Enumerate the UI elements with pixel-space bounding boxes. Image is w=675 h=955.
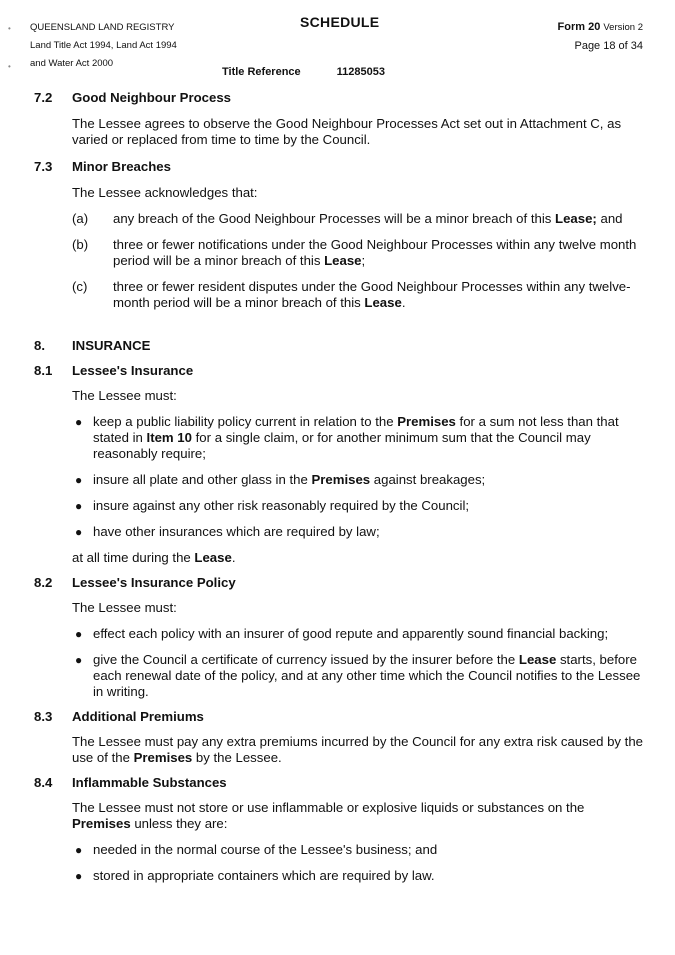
paragraph-text: The Lessee must pay any extra premiums incurred by the Council for any extra risk caused by the use of the	[72, 734, 643, 765]
form-label: Form 20	[557, 21, 601, 33]
list-text: .	[401, 295, 406, 310]
section-heading	[34, 159, 646, 175]
paragraph-text: .	[231, 550, 236, 565]
acts-line-1: Land Title Act 1994, Land Act 1994	[30, 40, 177, 51]
bullet-text: starts, before each renewal date of the policy, and at any other time which the Council notifies to the Lessee in writing.	[93, 652, 641, 699]
bullet-text: for a single claim, or for another minimum sum that the Council may reasonably require;	[93, 430, 591, 461]
section-title: Lessee's Insurance	[72, 363, 194, 378]
scan-mark: •	[8, 62, 11, 71]
bullet-icon: ●	[75, 499, 83, 513]
defined-term: Lease	[194, 550, 232, 565]
list-text: and	[596, 211, 623, 226]
section-number: 8.4	[34, 775, 53, 790]
bullet-text: needed in the normal course of the Lessee's business; and	[93, 842, 438, 857]
list-text: three or fewer notifications under the Good Neighbour Processes within any twelve month period will be a minor breach of this	[113, 237, 637, 268]
bullet-icon: ●	[75, 869, 83, 883]
title-reference	[222, 66, 385, 78]
defined-term: Item 10	[146, 430, 192, 445]
bullet-text: insure all plate and other glass in the	[93, 472, 312, 487]
acts-line-2: and Water Act 2000	[30, 58, 114, 69]
document-body	[34, 90, 646, 884]
section-number: 8.3	[34, 709, 53, 724]
paragraph	[34, 734, 646, 766]
title-reference-label: Title Reference	[222, 66, 301, 78]
section-title: Lessee's Insurance Policy	[72, 575, 236, 590]
bullet-text: against breakages;	[370, 472, 486, 487]
list-text: any breach of the Good Neighbour Processes will be a minor breach of this	[113, 211, 556, 226]
bullet-icon: ●	[75, 415, 83, 429]
list-label: (b)	[72, 237, 89, 252]
list-label: (c)	[72, 279, 88, 294]
schedule-title: SCHEDULE	[300, 14, 380, 30]
defined-term: Lease	[324, 253, 362, 268]
bullet-text: give the Council a certificate of currency issued by the insurer before the	[93, 652, 519, 667]
section-title: Good Neighbour Process	[72, 90, 232, 105]
paragraph-text: by the Lessee.	[192, 750, 282, 765]
bullet-item	[34, 472, 646, 488]
bullet-item	[34, 626, 646, 642]
section-number: 7.2	[34, 90, 53, 105]
section-number: 8.2	[34, 575, 53, 590]
section-number: 8.	[34, 338, 45, 353]
header-left	[30, 19, 177, 73]
defined-term: Premises	[72, 816, 131, 831]
bullet-icon: ●	[75, 653, 83, 667]
bullet-icon: ●	[75, 473, 83, 487]
bullet-text: effect each policy with an insurer of good repute and apparently sound financial backing;	[93, 626, 609, 641]
bullet-text: keep a public liability policy current in relation to the	[93, 414, 398, 429]
section-title: Additional Premiums	[72, 709, 204, 724]
paragraph	[34, 550, 646, 566]
bullet-item	[34, 868, 646, 884]
scan-mark: •	[8, 24, 11, 33]
paragraph: The Lessee must:	[72, 388, 177, 403]
section-heading	[34, 363, 646, 379]
section-heading	[34, 575, 646, 591]
paragraph	[34, 800, 646, 832]
bullet-item	[34, 414, 646, 462]
section-heading	[34, 90, 646, 106]
list-item	[34, 211, 646, 227]
list-label: (a)	[72, 211, 89, 226]
paragraph: The Lessee acknowledges that:	[72, 185, 258, 200]
section-title: Inflammable Substances	[72, 775, 227, 790]
list-item	[34, 279, 646, 311]
page-info: Page 18 of 34	[574, 40, 643, 52]
bullet-item	[34, 524, 646, 540]
title-reference-number: 11285053	[336, 66, 386, 78]
bullet-text: insure against any other risk reasonably required by the Council;	[93, 498, 470, 513]
section-heading	[34, 338, 646, 354]
defined-term: Lease	[518, 652, 557, 667]
list-text: three or fewer resident disputes under the Good Neighbour Processes within any twelve-month period will be a minor breach of this	[113, 279, 631, 310]
form-version: Version 2	[603, 22, 643, 33]
defined-term: Lease;	[555, 211, 597, 226]
paragraph-text: at all time during the	[72, 550, 195, 565]
defined-term: Premises	[311, 472, 371, 487]
paragraph-text: The Lessee must not store or use inflammable or explosive liquids or substances on the	[72, 800, 585, 815]
defined-term: Premises	[397, 414, 456, 429]
section-number: 7.3	[34, 159, 53, 174]
paragraph: The Lessee must:	[72, 600, 177, 615]
section-number: 8.1	[34, 363, 53, 378]
bullet-item	[34, 842, 646, 858]
bullet-text: stored in appropriate containers which are required by law.	[93, 868, 435, 883]
bullet-icon: ●	[75, 843, 83, 857]
paragraph-text: unless they are:	[130, 816, 228, 831]
bullet-icon: ●	[75, 525, 83, 539]
bullet-item	[34, 498, 646, 514]
bullet-text: have other insurances which are required by law;	[93, 524, 380, 539]
paragraph: The Lessee agrees to observe the Good Neighbour Processes Act set out in Attachment C, as varied or replaced from time to time by the Council.	[72, 116, 622, 147]
defined-term: Premises	[133, 750, 193, 765]
defined-term: Lease	[364, 295, 402, 310]
registry-name: QUEENSLAND LAND REGISTRY	[30, 22, 175, 33]
bullet-item	[34, 652, 646, 700]
section-heading	[34, 775, 646, 791]
section-title: INSURANCE	[72, 338, 151, 353]
header-right	[558, 18, 643, 55]
list-item	[34, 237, 646, 269]
bullet-icon: ●	[75, 627, 83, 641]
section-heading	[34, 709, 646, 725]
list-text: ;	[361, 253, 366, 268]
bullet-text: for a sum not less than that stated in	[93, 414, 619, 445]
section-title: Minor Breaches	[72, 159, 171, 174]
